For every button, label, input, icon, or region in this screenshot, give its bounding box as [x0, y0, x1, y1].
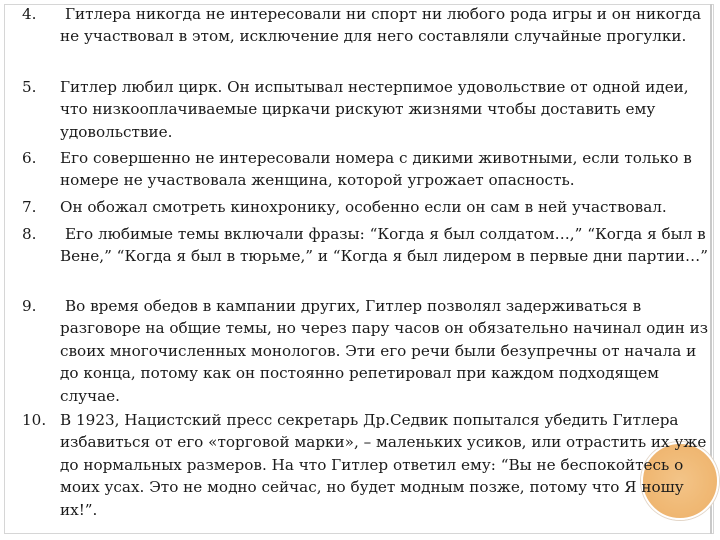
item-text: Во время обедов в кампании других, Гитлер позволял задерживаться в разговоре на общие темы, но через пару часов он обязательно начинал один из своих многочисленных монологов. Эти его речи были безупречны от начала и до конца, потому как он постоянно репетировал при каждом подходящем случае.	[60, 297, 709, 405]
item-text: Его любимые темы включали фразы: “Когда я был солдатом…,” “Когда я был в Вене,” “Когда я был в тюрьме,” и “Когда я был лидером в первые дни партии…”	[60, 225, 708, 266]
item-number: 5.	[22, 78, 37, 96]
item-number: 10.	[22, 411, 47, 429]
item-number: 7.	[22, 198, 37, 216]
item-text: Его совершенно не интересовали номера с дикими животными, если только в номере не участвовала женщина, которой угрожает опасность.	[60, 149, 692, 190]
item-text: Гитлера никогда не интересовали ни спорт ни любого рода игры и он никогда не участвовал в этом, исключение для него составляли случайные прогулки.	[60, 5, 702, 46]
item-number: 4.	[22, 5, 37, 23]
item-number: 9.	[22, 297, 37, 315]
item-number: 8.	[22, 225, 37, 243]
item-number: 6.	[22, 149, 37, 167]
item-text: Он обожал смотреть кинохронику, особенно если он сам в ней участвовал.	[60, 198, 667, 216]
item-text: Гитлер любил цирк. Он испытывал нестерпимое удовольствие от одной идеи, что низкооплачиваемые циркачи рискуют жизнями чтобы доставить ему удовольствие.	[60, 78, 689, 141]
item-text: В 1923, Нацистский пресс секретарь Др.Седвик попытался убедить Гитлера избавиться от его «торговой марки», – маленьких усиков, или отрастить их уже до нормальных размеров. На что Гитлер ответил ему: “Вы не беспокойтесь о моих усах. Это не модно сейчас, но будет модным позже, потому что Я ношу их!”.	[60, 411, 707, 519]
